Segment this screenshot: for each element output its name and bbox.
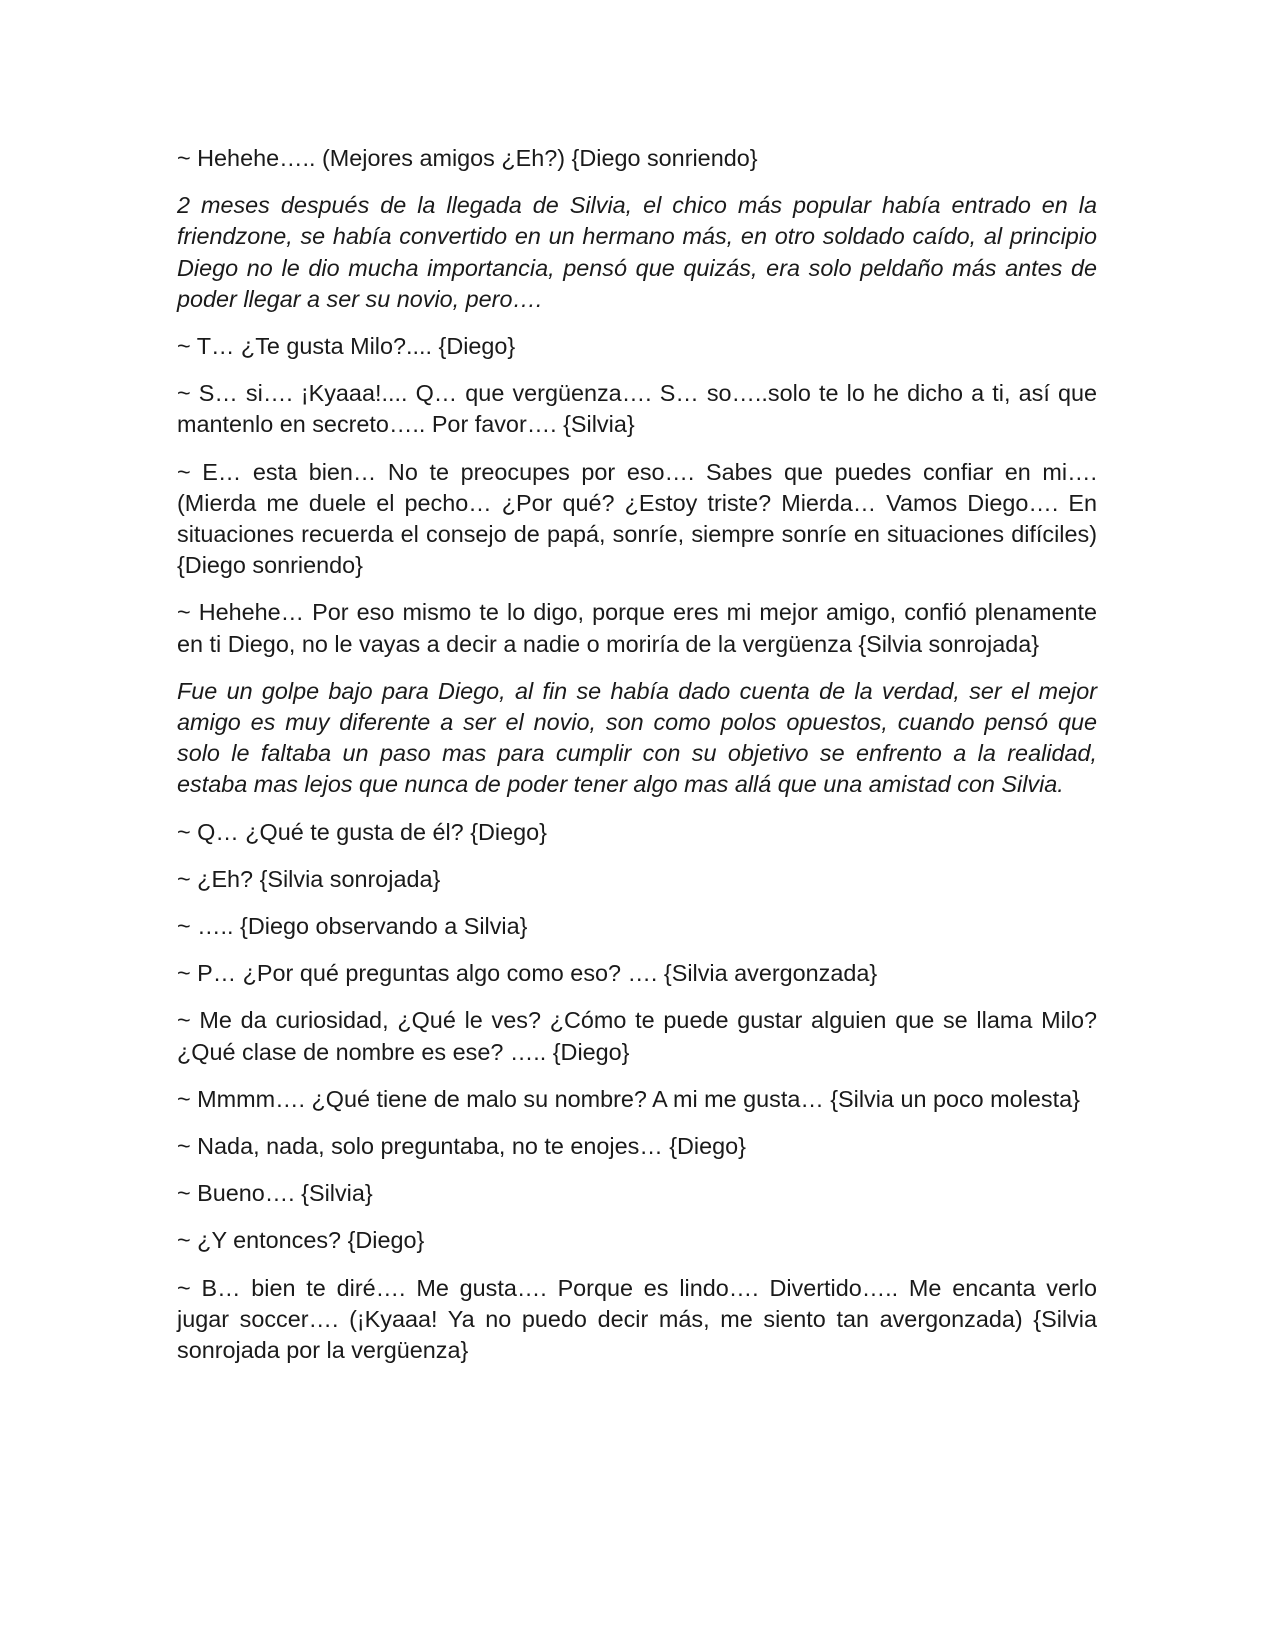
dialogue-line: ~ Hehehe….. (Mejores amigos ¿Eh?) {Diego sonriendo} (177, 145, 758, 171)
dialogue-line: ~ Q… ¿Qué te gusta de él? {Diego} (177, 818, 547, 845)
narration-paragraph: Fue un golpe bajo para Diego, al fin se había dado cuenta de la verdad, ser el mejor amigo es muy diferente a ser el novio, son como polos opuestos, cuando pensó que solo le faltaba un paso mas para cumplir con su objetivo se enfrento a la realidad, estaba mas lejos que nunca de poder tener algo mas allá que una amistad con Silvia. (177, 677, 1097, 798)
document-page (177, 143, 1097, 1382)
narration-paragraph: 2 meses después de la llegada de Silvia, el chico más popular había entrado en la friendzone, se había convertido en un hermano más, en otro soldado caído, al principio Diego no le dio mucha importancia, pensó que quizás, era solo peldaño más antes de poder llegar a ser su novio, pero…. (177, 192, 1097, 312)
dialogue-line: ~ S… si…. ¡Kyaaa!.... Q… que vergüenza…. S… so…..solo te lo he dicho a ti, así que mantenlo en secreto….. Por favor…. {Silvia} (177, 380, 1097, 438)
dialogue-line: ~ Mmmm…. ¿Qué tiene de malo su nombre? A mi me gusta… {Silvia un poco molesta} (177, 1085, 1080, 1112)
dialogue-line: ~ E… esta bien… No te preocupes por eso…. Sabes que puedes confiar en mi…. (Mierda me duele el pecho… ¿Por qué? ¿Estoy triste? Mierda… Vamos Diego…. En situaciones recuerda el consejo de papá, sonríe, siempre sonríe en situaciones difíciles) {Diego sonriendo} (177, 458, 1097, 579)
dialogue-line: ~ Me da curiosidad, ¿Qué le ves? ¿Cómo te puede gustar alguien que se llama Milo? ¿Qué clase de nombre es ese? ….. {Diego} (177, 1007, 1097, 1065)
dialogue-line: ~ T… ¿Te gusta Milo?.... {Diego} (177, 333, 516, 360)
dialogue-line: ~ Nada, nada, solo preguntaba, no te enojes… {Diego} (177, 1133, 746, 1160)
dialogue-line: ~ Bueno…. {Silvia} (177, 1180, 373, 1207)
dialogue-line: ~ Hehehe… Por eso mismo te lo digo, porque eres mi mejor amigo, confió plenamente en ti Diego, no le vayas a decir a nadie o moriría de la vergüenza {Silvia sonrojada} (177, 599, 1097, 657)
dialogue-line: ~ B… bien te diré…. Me gusta…. Porque es lindo…. Divertido….. Me encanta verlo jugar soccer…. (¡Kyaaa! Ya no puedo decir más, me siento tan avergonzada) {Silvia sonrojada por la vergüenza} (177, 1274, 1097, 1364)
dialogue-line: ~ ¿Y entonces? {Diego} (177, 1227, 425, 1254)
dialogue-line: ~ ….. {Diego observando a Silvia} (177, 913, 528, 940)
dialogue-line: ~ P… ¿Por qué preguntas algo como eso? …. {Silvia avergonzada} (177, 960, 878, 987)
dialogue-line: ~ ¿Eh? {Silvia sonrojada} (177, 865, 441, 892)
